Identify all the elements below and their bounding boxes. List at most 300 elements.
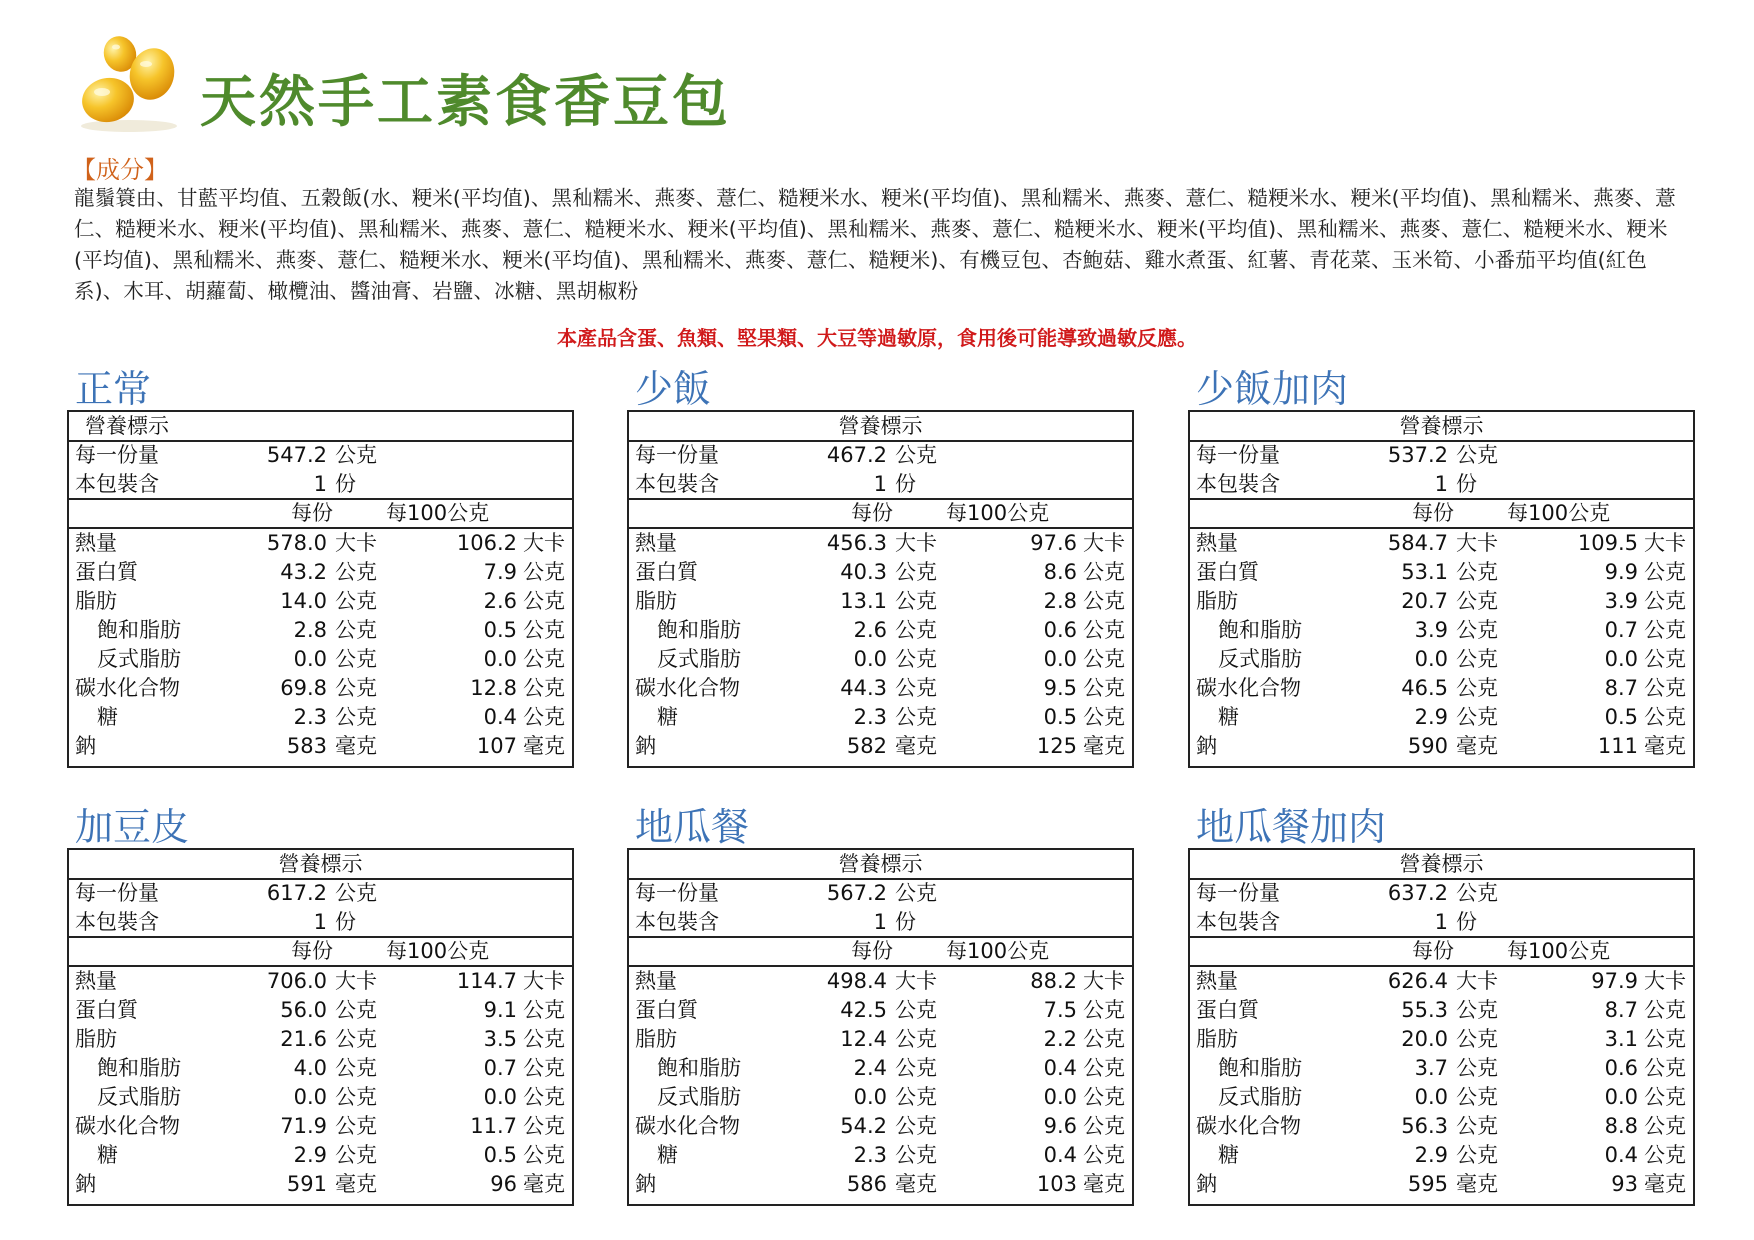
per-100g-value: 125 [1036,734,1077,758]
per-serving-value: 584.7 [1387,531,1448,555]
serving-size-value: 617.2 [266,881,327,905]
servings-unit: 份 [335,910,356,934]
per-serving-unit: 大卡 [1456,531,1498,555]
nutrient-label: 脂肪 [635,1027,677,1051]
nutrient-label: 飽和脂肪 [97,618,181,642]
per-100g-header: 每100公克 [1507,501,1611,525]
nutrition-table-title [629,412,1132,441]
per-100g-unit: 公克 [1644,647,1686,671]
nutrient-row [1190,674,1693,703]
per-100g-header: 每100公克 [386,501,490,525]
per-100g-value: 11.7 [470,1114,517,1138]
nutrient-row [1190,1112,1693,1141]
per-100g-value: 9.6 [1043,1114,1077,1138]
servings-row [629,470,1132,499]
per-100g-unit: 毫克 [1644,734,1686,758]
table-title: 營養標示 [85,414,169,438]
per-100g-value: 0.4 [1604,1143,1638,1167]
per-100g-unit: 大卡 [1644,969,1686,993]
per-serving-unit: 大卡 [335,969,377,993]
per-serving-unit: 公克 [1456,1027,1498,1051]
per-serving-value: 55.3 [1401,998,1448,1022]
nutrient-label: 鈉 [1196,734,1217,758]
nutrient-label: 蛋白質 [635,998,698,1022]
per-serving-header: 每份 [1412,501,1454,525]
column-header-row [629,499,1132,528]
per-serving-unit: 公克 [1456,676,1498,700]
per-serving-value: 42.5 [840,998,887,1022]
per-100g-value: 3.1 [1604,1027,1638,1051]
per-100g-unit: 大卡 [1644,531,1686,555]
nutrient-row [69,1170,572,1199]
column-header-row [69,937,572,966]
per-100g-unit: 公克 [1083,1027,1125,1051]
nutrient-label: 熱量 [75,531,117,555]
nutrient-row [1190,703,1693,732]
per-100g-value: 0.0 [483,647,517,671]
per-serving-unit: 公克 [335,705,377,729]
per-100g-value: 2.8 [1043,589,1077,613]
per-serving-value: 578.0 [266,531,327,555]
per-100g-unit: 公克 [523,676,565,700]
serving-size-value: 547.2 [266,443,327,467]
per-serving-value: 20.7 [1401,589,1448,613]
serving-size-unit: 公克 [895,443,937,467]
nutrient-label: 糖 [97,705,118,729]
per-serving-value: 56.0 [280,998,327,1022]
per-serving-value: 13.1 [840,589,887,613]
nutrient-row [69,1141,572,1170]
nutrient-label: 飽和脂肪 [1218,1056,1302,1080]
nutrient-label: 飽和脂肪 [97,1056,181,1080]
nutrient-row [1190,996,1693,1025]
per-serving-value: 0.0 [1414,1085,1448,1109]
per-100g-value: 8.8 [1604,1114,1638,1138]
nutrient-row [69,1083,572,1112]
per-serving-value: 2.4 [853,1056,887,1080]
per-100g-value: 88.2 [1030,969,1077,993]
servings-value: 1 [313,910,327,934]
per-serving-value: 54.2 [840,1114,887,1138]
per-100g-value: 0.0 [1604,647,1638,671]
per-serving-unit: 公克 [335,998,377,1022]
nutrition-table-title [69,412,572,441]
per-100g-unit: 公克 [523,998,565,1022]
nutrient-row [69,703,572,732]
per-serving-unit: 公克 [1456,560,1498,584]
servings-value: 1 [873,910,887,934]
serving-size-unit: 公克 [1456,881,1498,905]
per-serving-value: 0.0 [1414,647,1448,671]
serving-size-unit: 公克 [895,881,937,905]
nutrient-label: 反式脂肪 [97,647,181,671]
servings-label: 本包裝含 [635,910,719,934]
per-serving-value: 586 [846,1172,887,1196]
nutrient-row [629,996,1132,1025]
per-100g-unit: 公克 [523,1143,565,1167]
per-100g-value: 0.0 [483,1085,517,1109]
per-100g-value: 106.2 [456,531,517,555]
per-100g-unit: 公克 [523,589,565,613]
nutrient-row [629,1025,1132,1054]
serving-size-label: 每一份量 [1196,881,1280,905]
nutrient-row [1190,732,1693,761]
per-serving-unit: 公克 [335,1114,377,1138]
nutrient-row [69,645,572,674]
per-100g-value: 0.4 [1043,1143,1077,1167]
per-serving-value: 2.3 [853,705,887,729]
column-header-row [1190,937,1693,966]
nutrient-row [1190,529,1693,558]
nutrient-row [1190,1141,1693,1170]
per-serving-value: 40.3 [840,560,887,584]
nutrient-label: 熱量 [1196,531,1238,555]
per-serving-unit: 公克 [895,705,937,729]
per-serving-value: 14.0 [280,589,327,613]
per-100g-value: 111 [1597,734,1638,758]
nutrition-table [1188,848,1695,1206]
per-serving-value: 21.6 [280,1027,327,1051]
per-serving-header: 每份 [291,939,333,963]
serving-size-row [69,879,572,908]
nutrient-row [629,967,1132,996]
serving-size-row [1190,879,1693,908]
per-serving-unit: 公克 [335,647,377,671]
per-100g-unit: 毫克 [1083,1172,1125,1196]
per-serving-value: 2.8 [293,618,327,642]
nutrient-label: 飽和脂肪 [657,1056,741,1080]
nutrient-row [69,1054,572,1083]
per-100g-unit: 公克 [523,1114,565,1138]
nutrient-row [629,616,1132,645]
per-serving-unit: 毫克 [1456,1172,1498,1196]
per-100g-value: 97.9 [1591,969,1638,993]
nutrition-table [67,848,574,1206]
per-serving-unit: 公克 [1456,998,1498,1022]
table-title: 營養標示 [838,852,923,876]
per-serving-unit: 公克 [895,647,937,671]
per-100g-value: 0.6 [1604,1056,1638,1080]
nutrient-row [69,529,572,558]
per-100g-unit: 公克 [1644,618,1686,642]
nutrient-row [629,645,1132,674]
per-serving-unit: 公克 [895,1143,937,1167]
nutrient-label: 糖 [657,1143,678,1167]
per-100g-unit: 公克 [1644,1143,1686,1167]
per-100g-unit: 大卡 [1083,969,1125,993]
per-100g-unit: 公克 [523,618,565,642]
per-serving-unit: 公克 [335,1027,377,1051]
per-serving-unit: 公克 [1456,1143,1498,1167]
table-title: 營養標示 [838,414,923,438]
per-serving-value: 0.0 [293,647,327,671]
per-100g-value: 3.9 [1604,589,1638,613]
nutrition-table [627,410,1134,768]
per-100g-unit: 毫克 [523,734,565,758]
per-100g-unit: 毫克 [1083,734,1125,758]
per-100g-value: 0.0 [1043,647,1077,671]
per-serving-unit: 公克 [1456,705,1498,729]
per-100g-unit: 公克 [1644,589,1686,613]
per-100g-value: 12.8 [470,676,517,700]
nutrient-label: 蛋白質 [1196,560,1259,584]
servings-unit: 份 [335,472,356,496]
serving-size-unit: 公克 [335,443,377,467]
servings-label: 本包裝含 [75,472,159,496]
per-100g-value: 109.5 [1577,531,1638,555]
nutrient-row [629,732,1132,761]
servings-value: 1 [1434,472,1448,496]
nutrient-label: 鈉 [75,734,96,758]
ingredients-heading: 【成分】 [72,156,168,184]
nutrient-row [629,703,1132,732]
per-100g-unit: 毫克 [523,1172,565,1196]
servings-label: 本包裝含 [75,910,159,934]
nutrient-label: 碳水化合物 [75,676,180,700]
per-100g-unit: 公克 [1083,618,1125,642]
per-serving-unit: 公克 [335,589,377,613]
nutrient-label: 反式脂肪 [1218,647,1302,671]
nutrient-row [1190,967,1693,996]
per-100g-value: 0.4 [1043,1056,1077,1080]
per-100g-unit: 公克 [1083,1114,1125,1138]
servings-row [1190,470,1693,499]
per-100g-value: 8.6 [1043,560,1077,584]
per-serving-value: 498.4 [826,969,887,993]
per-serving-value: 46.5 [1401,676,1448,700]
per-100g-unit: 公克 [1083,1056,1125,1080]
serving-size-row [629,879,1132,908]
per-100g-unit: 公克 [1083,647,1125,671]
serving-size-row [1190,441,1693,470]
nutrient-row [629,1141,1132,1170]
per-100g-unit: 公克 [523,1085,565,1109]
per-100g-value: 96 [490,1172,517,1196]
per-100g-unit: 大卡 [523,969,565,993]
per-serving-unit: 公克 [1456,589,1498,613]
serving-size-label: 每一份量 [75,443,159,467]
per-100g-unit: 公克 [523,1056,565,1080]
per-100g-header: 每100公克 [386,939,490,963]
nutrient-label: 糖 [1218,1143,1239,1167]
per-100g-unit: 公克 [523,560,565,584]
serving-size-label: 每一份量 [1196,443,1280,467]
nutrient-row [629,558,1132,587]
panel-title: 少飯加肉 [1196,367,1349,411]
ingredients-text: 龍鬚簑由、甘藍平均值、五穀飯(水、粳米(平均值)、黑秈糯米、燕麥、薏仁、糙粳米水、粳米(平均值)、黑秈糯米、燕麥、薏仁、糙粳米水、粳米(平均值)、黑秈糯米、燕麥、薏仁、糙粳米水、粳米(平均值)、黑秈糯米、燕麥、薏仁、糙粳米水、粳米(平均值)、黑秈糯米、燕麥、薏仁、糙粳米水、粳米(平均值)、黑秈糯米、燕麥、薏仁、糙粳米水、粳米(平均值)、黑秈糯米、燕麥、薏仁、糙粳米水、粳米(平均值)、黑秈糯米、燕麥、薏仁、糙粳米)、有機豆包、杏鮑菇、雞水煮蛋、紅薯、青花菜、玉米筍、小番茄平均值(紅色系)、木耳、胡蘿蔔、橄欖油、醬油膏、岩鹽、冰糖、黑胡椒粉 [74,186,1676,303]
per-100g-value: 9.9 [1604,560,1638,584]
nutrition-table-title [1190,412,1693,441]
nutrient-label: 蛋白質 [75,560,138,584]
per-serving-value: 591 [286,1172,327,1196]
per-serving-value: 4.0 [293,1056,327,1080]
per-serving-unit: 大卡 [335,531,377,555]
nutrient-row [629,1083,1132,1112]
per-100g-header: 每100公克 [946,501,1050,525]
nutrient-row [629,1112,1132,1141]
serving-size-value: 637.2 [1387,881,1448,905]
per-100g-value: 0.4 [483,705,517,729]
servings-value: 1 [873,472,887,496]
per-100g-value: 0.6 [1043,618,1077,642]
per-100g-unit: 大卡 [1083,531,1125,555]
per-serving-unit: 公克 [895,560,937,584]
per-100g-value: 8.7 [1604,998,1638,1022]
per-serving-unit: 公克 [895,1056,937,1080]
per-serving-unit: 公克 [1456,1085,1498,1109]
per-serving-unit: 大卡 [895,531,937,555]
nutrient-label: 熱量 [635,969,677,993]
per-serving-header: 每份 [291,501,333,525]
per-serving-unit: 公克 [895,1027,937,1051]
per-100g-value: 2.2 [1043,1027,1077,1051]
per-serving-value: 0.0 [853,1085,887,1109]
per-100g-unit: 公克 [1644,560,1686,584]
per-serving-value: 69.8 [280,676,327,700]
nutrient-row [69,1025,572,1054]
per-100g-value: 93 [1611,1172,1638,1196]
servings-value: 1 [1434,910,1448,934]
per-100g-unit: 公克 [1083,1143,1125,1167]
nutrient-row [69,967,572,996]
per-100g-value: 103 [1036,1172,1077,1196]
nutrient-label: 碳水化合物 [635,1114,740,1138]
column-header-row [69,499,572,528]
per-100g-unit: 公克 [523,705,565,729]
per-serving-value: 20.0 [1401,1027,1448,1051]
per-100g-header: 每100公克 [1507,939,1611,963]
servings-row [69,470,572,499]
nutrient-row [1190,1025,1693,1054]
per-serving-value: 590 [1407,734,1448,758]
nutrient-label: 蛋白質 [75,998,138,1022]
per-100g-value: 0.7 [483,1056,517,1080]
per-serving-unit: 毫克 [895,1172,937,1196]
column-header-row [1190,499,1693,528]
per-serving-unit: 毫克 [335,734,377,758]
nutrient-row [1190,1170,1693,1199]
allergen-warning: 本產品含蛋、魚類、堅果類、大豆等過敏原，食用後可能導致過敏反應。 [557,326,1197,350]
nutrient-label: 碳水化合物 [635,676,740,700]
per-100g-unit: 公克 [1083,560,1125,584]
per-100g-value: 7.9 [483,560,517,584]
nutrient-label: 鈉 [635,734,656,758]
per-100g-value: 9.5 [1043,676,1077,700]
per-serving-value: 2.9 [293,1143,327,1167]
nutrition-table-title [69,850,572,879]
per-serving-unit: 公克 [1456,647,1498,671]
per-100g-value: 3.5 [483,1027,517,1051]
nutrient-row [629,674,1132,703]
per-100g-unit: 公克 [1644,998,1686,1022]
serving-size-label: 每一份量 [635,881,719,905]
per-100g-value: 8.7 [1604,676,1638,700]
per-100g-value: 0.0 [1043,1085,1077,1109]
nutrient-label: 糖 [657,705,678,729]
per-serving-value: 3.7 [1414,1056,1448,1080]
per-serving-unit: 公克 [895,676,937,700]
per-serving-value: 626.4 [1387,969,1448,993]
serving-size-value: 567.2 [826,881,887,905]
nutrient-label: 反式脂肪 [657,647,741,671]
per-100g-unit: 公克 [1083,998,1125,1022]
servings-unit: 份 [895,910,916,934]
per-100g-unit: 公克 [1644,1056,1686,1080]
per-100g-unit: 公克 [1644,1114,1686,1138]
nutrient-label: 脂肪 [75,1027,117,1051]
per-serving-value: 2.3 [293,705,327,729]
nutrient-label: 脂肪 [1196,1027,1238,1051]
per-100g-value: 107 [476,734,517,758]
per-serving-unit: 公克 [895,618,937,642]
per-100g-unit: 公克 [1083,589,1125,613]
per-serving-unit: 公克 [895,589,937,613]
serving-size-unit: 公克 [335,881,377,905]
per-serving-value: 583 [286,734,327,758]
nutrient-label: 鈉 [1196,1172,1217,1196]
nutrient-row [1190,616,1693,645]
nutrition-table-title [1190,850,1693,879]
servings-unit: 份 [1456,910,1477,934]
nutrient-row [69,616,572,645]
per-serving-unit: 公克 [335,676,377,700]
nutrient-label: 反式脂肪 [1218,1085,1302,1109]
per-serving-value: 53.1 [1401,560,1448,584]
per-100g-unit: 毫克 [1644,1172,1686,1196]
serving-size-value: 467.2 [826,443,887,467]
per-serving-value: 595 [1407,1172,1448,1196]
nutrient-label: 碳水化合物 [1196,1114,1301,1138]
serving-size-unit: 公克 [1456,443,1498,467]
per-100g-value: 114.7 [456,969,517,993]
per-serving-unit: 公克 [335,618,377,642]
per-serving-value: 456.3 [826,531,887,555]
serving-size-value: 537.2 [1387,443,1448,467]
nutrient-label: 鈉 [635,1172,656,1196]
table-title: 營養標示 [278,852,363,876]
servings-row [629,908,1132,937]
per-100g-value: 2.6 [483,589,517,613]
per-100g-unit: 公克 [1083,1085,1125,1109]
panel-title: 地瓜餐加肉 [1196,805,1387,849]
nutrient-label: 脂肪 [635,589,677,613]
per-100g-value: 0.5 [483,618,517,642]
panel-title: 正常 [75,367,152,411]
nutrient-row [1190,1083,1693,1112]
per-serving-unit: 公克 [335,560,377,584]
serving-size-label: 每一份量 [635,443,719,467]
nutrient-row [629,529,1132,558]
nutrition-table-title [629,850,1132,879]
per-serving-unit: 大卡 [1456,969,1498,993]
nutrient-label: 熱量 [1196,969,1238,993]
page-title: 天然手工素食香豆包 [200,70,731,135]
per-100g-unit: 大卡 [523,531,565,555]
per-serving-unit: 毫克 [895,734,937,758]
per-serving-unit: 公克 [895,1085,937,1109]
nutrient-row [1190,558,1693,587]
per-serving-unit: 公克 [895,1114,937,1138]
nutrient-row [69,558,572,587]
nutrient-label: 脂肪 [75,589,117,613]
nutrient-row [69,1112,572,1141]
servings-row [1190,908,1693,937]
panel-title: 加豆皮 [75,805,190,849]
per-serving-value: 2.3 [853,1143,887,1167]
nutrient-row [629,1170,1132,1199]
per-100g-value: 7.5 [1043,998,1077,1022]
nutrient-label: 糖 [1218,705,1239,729]
